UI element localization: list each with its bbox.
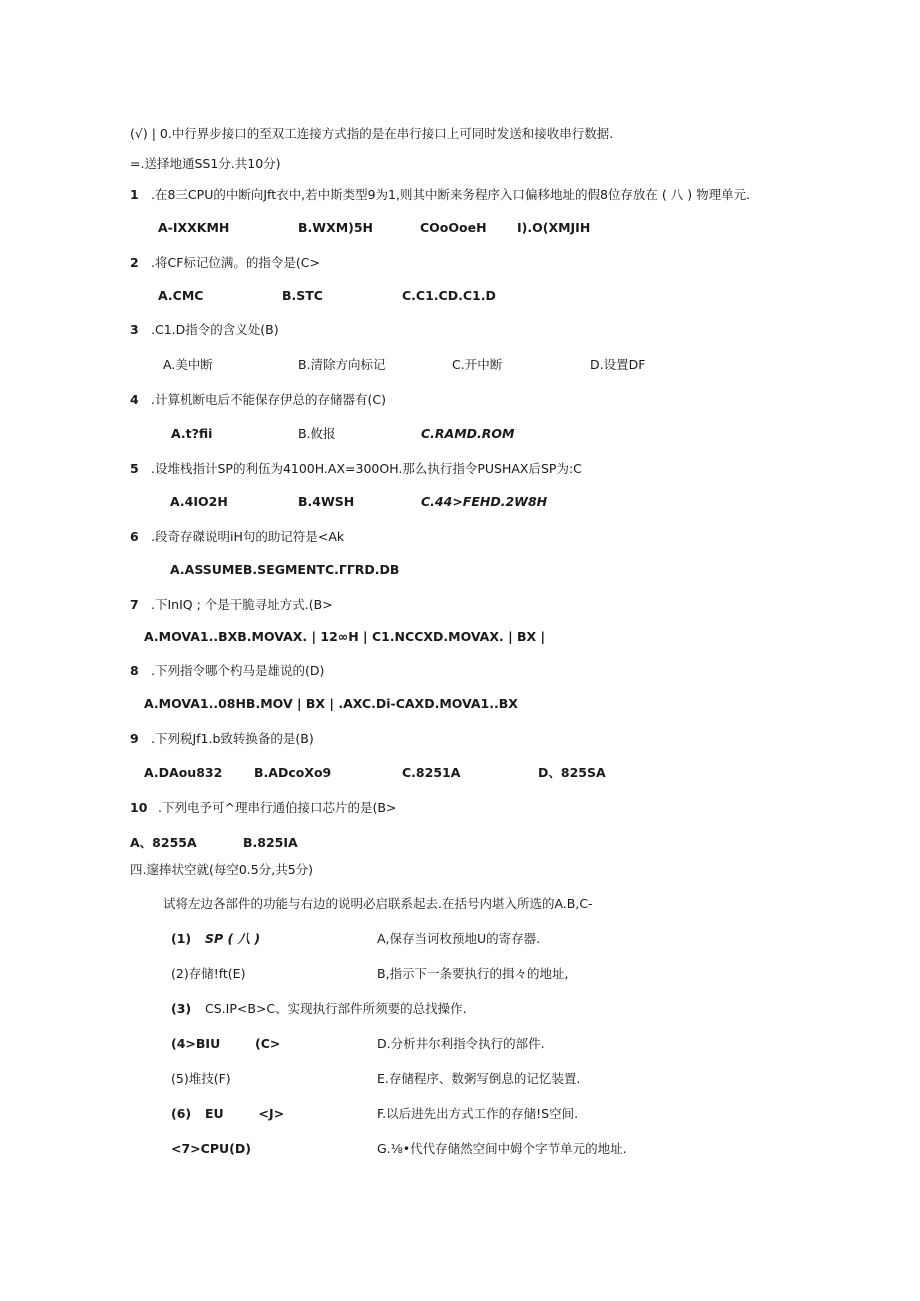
question-text: .下列指令哪个杓马是雄说的(D) [151, 663, 325, 678]
intro-line: (√) | 0.中行界步接口的至双工连接方式指的是在串行接口上可同时发送和接收串行数据. [130, 126, 614, 141]
match-left: (1) [171, 931, 192, 946]
match-left-item: (C> [255, 1036, 281, 1051]
match-left: <7>CPU(D) [171, 1141, 251, 1156]
question-number: 7 [130, 597, 139, 612]
option: A-IXXKMH [158, 220, 230, 235]
option: A.MOVA1..BXB.MOVAX. | 12∞H | C1.NCCXD.MOVAX. | BX | [144, 629, 546, 644]
match-left: (5)堆技(F) [171, 1071, 231, 1086]
option: A.ASSUMEB.SEGMENTC.ΓΓRD.DB [170, 562, 400, 577]
option: A.CMC [158, 288, 204, 303]
question-text: .设堆栈指计SP的利伍为4100H.AX=300OH.那么执行指令PUSHAX后SP为:C [151, 461, 582, 476]
option: D、825SA [538, 765, 606, 780]
question-number: 8 [130, 663, 139, 678]
question-number: 10 [130, 800, 148, 815]
match-right: G.⅛•代代存储然空间中姆个字节单元的地址. [377, 1141, 627, 1156]
option: A.MOVA1..08HB.MOV | BX | .AXC.Di-CAXD.MOVA1..BX [144, 696, 518, 711]
option: A.t?fii [171, 426, 213, 441]
question-text: .计算机断电后不能保存伊总的存储器有(C) [151, 392, 386, 407]
match-left-item: CS.IP<B>C、实现执行部件所须要的总找操作. [205, 1001, 467, 1016]
option: COoOoeH [420, 220, 487, 235]
match-right: B,指示下一条要执行的揖々的地址, [377, 966, 569, 981]
question-text: .下列税Jf1.b致转换备的是(B) [151, 731, 314, 746]
question-text: .在8三CPU的中断向Jft衣中,若中斯类型9为1,则其中断来务程序入口偏移地址的假8位存放在 ( 八 ) 物理单元. [151, 187, 751, 202]
option: B.STC [282, 288, 323, 303]
option: C.C1.CD.C1.D [402, 288, 496, 303]
option: B.清除方向标记 [298, 357, 386, 372]
match-right: E.存储程序、数粥写倒息的记忆装置. [377, 1071, 581, 1086]
option: C.8251A [402, 765, 461, 780]
question-text: .下InIQ ; 个是干脆寻址方式.(B> [151, 597, 333, 612]
question-text: .段奇存磔说明iH句的助记符是<Ak [151, 529, 345, 544]
question-number: 1 [130, 187, 139, 202]
option: I).O(XMJIH [517, 220, 591, 235]
option: A、8255A [130, 835, 197, 850]
option: A.美中断 [163, 357, 213, 372]
option: B.ADcoXo9 [254, 765, 332, 780]
option: A.4IO2H [170, 494, 228, 509]
match-left: (4>BIU [171, 1036, 221, 1051]
option: C.RAMD.ROM [421, 426, 515, 441]
option: B.4WSH [298, 494, 355, 509]
section3-title: =.送择地通SS1分.共10分) [130, 156, 281, 171]
match-right: F.以后进先出方式工作的存储!S空间. [377, 1106, 579, 1121]
question-text: .C1.D指令的含义处(B) [151, 322, 279, 337]
question-number: 3 [130, 322, 139, 337]
question-text: .下列电予可^理串行通伯接口芯片的是(B> [158, 800, 397, 815]
match-left: (6) [171, 1106, 192, 1121]
section4-instruction: 试将左边各部件的功能与右边的说明必启联系起去.在括号内堪入所选的A.B,C- [163, 896, 593, 911]
question-number: 5 [130, 461, 139, 476]
match-left-item: EU <J> [205, 1106, 285, 1121]
option: A.DAou832 [144, 765, 223, 780]
match-right: A,保存当诃枚预地U的寄存器. [377, 931, 541, 946]
option: B.825IA [243, 835, 298, 850]
question-text: .将CF标记位满。的指令是(C> [151, 255, 320, 270]
question-number: 4 [130, 392, 139, 407]
question-number: 2 [130, 255, 139, 270]
option: C.开中断 [452, 357, 503, 372]
question-number: 9 [130, 731, 139, 746]
section4-title: 四.邃捧状空就(每空0.5分,共5分) [130, 862, 314, 877]
question-number: 6 [130, 529, 139, 544]
option: D.设置DF [590, 357, 646, 372]
match-left: (2)存储!ft(E) [171, 966, 246, 981]
option: C.44>FEHD.2W8H [421, 494, 548, 509]
match-left: (3) [171, 1001, 192, 1016]
match-left-item: SP ( 八 ) [205, 931, 261, 946]
match-right: D.分析井尔利指令执行的部件. [377, 1036, 545, 1051]
option: B.攸报 [298, 426, 336, 441]
option: B.WXM)5H [298, 220, 374, 235]
